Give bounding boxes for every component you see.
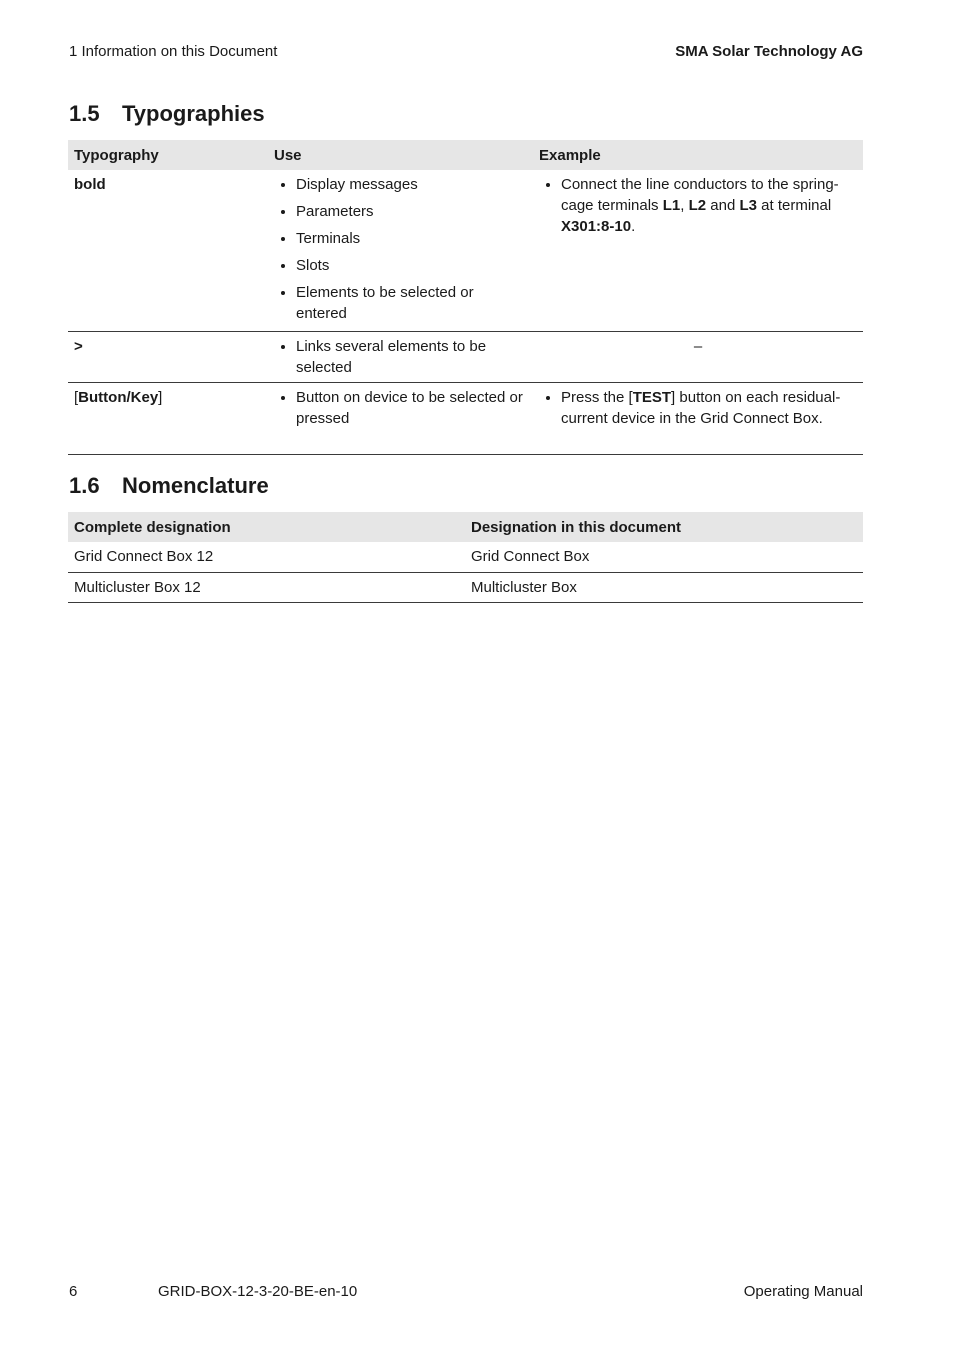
use-list (274, 387, 527, 429)
document-code: GRID-BOX-12-3-20-BE-en-10 (158, 1283, 358, 1300)
bracket-close: ] (158, 388, 163, 406)
page-header (69, 43, 863, 65)
example-text: at terminal (756, 197, 832, 214)
section-number: 1.5 (69, 101, 100, 126)
table-cell: Grid Connect Box 12 (68, 542, 465, 572)
use-list (274, 336, 527, 378)
example-list (539, 387, 857, 429)
list-item: • Slots (296, 255, 527, 276)
table-cell: Multicluster Box (465, 572, 863, 602)
list-item (561, 174, 857, 237)
example-list (539, 174, 857, 237)
list-item: • Elements to be selected or entered (296, 282, 527, 324)
document-type: Operating Manual (743, 1283, 863, 1300)
table-header-row (68, 512, 863, 542)
table-row (68, 382, 863, 454)
example-cell (533, 170, 863, 331)
table-row (68, 331, 863, 382)
section-number: 1.6 (69, 473, 100, 498)
example-text: Connect the line conductors to the spring-cage terminals (561, 176, 839, 214)
example-text: and (706, 197, 740, 214)
section-title-typographies (69, 101, 265, 127)
example-text: . (631, 218, 636, 235)
bracket-open: [ (74, 388, 79, 406)
table-cell: Grid Connect Box (465, 542, 863, 572)
example-text: Press the [ (561, 388, 633, 406)
table-row (68, 170, 863, 331)
column-header: Example (533, 140, 863, 170)
example-bold: L1 (662, 197, 681, 214)
example-bold: TEST (632, 388, 672, 406)
list-item: • Terminals (296, 228, 527, 249)
use-list (274, 174, 527, 324)
list-item: • Links several elements to be selected (296, 336, 527, 378)
column-header: Complete designation (68, 512, 465, 542)
table-cell: Multicluster Box 12 (68, 572, 465, 602)
list-item: • Display messages (296, 174, 527, 195)
use-cell (268, 170, 533, 331)
section-title-nomenclature (69, 473, 269, 499)
example-bold: X301:8-10 (561, 218, 632, 235)
column-header: Use (268, 140, 533, 170)
page-number: 6 (69, 1283, 78, 1300)
company-name: SMA Solar Technology AG (675, 43, 863, 60)
table-header-row (68, 140, 863, 170)
table-row (68, 542, 863, 572)
chapter-title: 1 Information on this Document (69, 43, 278, 60)
example-bold: L3 (739, 197, 757, 214)
example-cell (533, 382, 863, 454)
typography-cell (68, 382, 268, 454)
list-item: • Parameters (296, 201, 527, 222)
example-bold: L2 (688, 197, 707, 214)
table-row (68, 572, 863, 602)
use-cell (268, 331, 533, 382)
example-cell: – (533, 331, 863, 382)
list-item (561, 387, 857, 429)
typographies-table (68, 140, 863, 455)
column-header: Typography (68, 140, 268, 170)
use-cell (268, 382, 533, 454)
typography-cell: > (68, 331, 268, 382)
section-title-text: Nomenclature (122, 473, 269, 498)
example-text: ] button on each residual-current device in the Grid Connect Box. (561, 388, 841, 427)
list-item: • Button on device to be selected or pressed (296, 387, 527, 429)
nomenclature-table (68, 512, 863, 603)
example-text: , (680, 197, 689, 214)
typography-bold: Button/Key (78, 388, 159, 406)
typography-cell: bold (68, 170, 268, 331)
section-title-text: Typographies (122, 101, 265, 126)
page-footer (69, 1283, 863, 1305)
column-header: Designation in this document (465, 512, 863, 542)
